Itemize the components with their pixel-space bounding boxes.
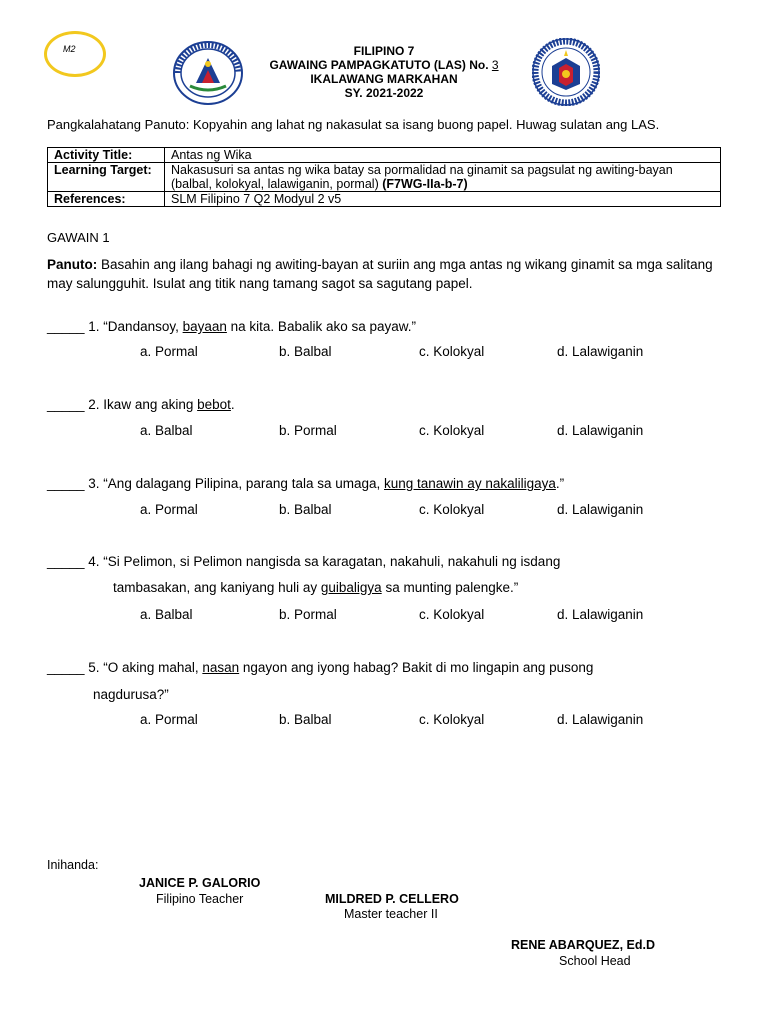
activity-title-label: Activity Title:: [48, 148, 165, 163]
panuto-text: Basahin ang ilang bahagi ng awiting-bayan at suriin ang mga antas ng wikang ginamit sa mga salitang may salungguhit. Isulat ang titik nang tamang sagot sa sagutang papel.: [47, 257, 713, 291]
signatory-name: RENE ABARQUEZ, Ed.D: [511, 938, 655, 952]
references-label: References:: [48, 192, 165, 207]
question-text: 1. “Dandansoy,: [84, 319, 183, 334]
question-text: .”: [555, 476, 565, 491]
answer-blank: _____: [47, 660, 85, 675]
question-text: .: [230, 397, 235, 412]
choice-a: a. Balbal: [140, 423, 193, 438]
panuto-paragraph: [47, 255, 727, 293]
choice-c: c. Kolokyal: [419, 423, 485, 438]
learning-target-cell: [165, 163, 721, 192]
learning-target-label: Learning Target:: [48, 163, 165, 192]
learning-target-code: (F7WG-IIa-b-7): [382, 177, 468, 191]
header-las-number: 3: [491, 58, 499, 72]
choice-a: a. Pormal: [140, 712, 198, 727]
underlined-word: bayaan: [182, 319, 227, 334]
choice-c: c. Kolokyal: [419, 502, 485, 517]
choice-d: d. Lalawiganin: [557, 502, 644, 517]
header-las-title: [0, 58, 768, 72]
choice-a: a. Pormal: [140, 344, 198, 359]
question-4: [47, 549, 727, 575]
signatory-role: Filipino Teacher: [156, 892, 244, 906]
table-row: [48, 192, 721, 207]
signatory-role: School Head: [559, 954, 631, 968]
choice-b: b. Balbal: [279, 712, 332, 727]
question-text: na kita. Babalik ako sa payaw.”: [226, 319, 417, 334]
choice-b: b. Pormal: [279, 607, 337, 622]
general-instruction: Pangkalahatang Panuto: Kopyahin ang lahat ng nakasulat sa isang buong papel. Huwag sulatan ang LAS.: [47, 117, 660, 132]
signatory-name: JANICE P. GALORIO: [139, 876, 261, 890]
question-1: [47, 314, 727, 340]
question-5: [47, 655, 727, 681]
choice-b: b. Balbal: [279, 344, 332, 359]
question-text: sa munting palengke.”: [381, 580, 519, 595]
answer-blank: _____: [47, 476, 85, 491]
header-quarter: IKALAWANG MARKAHAN: [310, 72, 458, 86]
answer-blank: _____: [47, 319, 85, 334]
header-las-prefix: GAWAING PAMPAGKATUTO (LAS) No.: [269, 58, 492, 72]
learning-target-value: Nakasusuri sa antas ng wika batay sa pormalidad na ginamit sa pagsulat ng awiting-bayan (balbal, kolokyal, lalawiganin, pormal): [171, 163, 673, 191]
choice-c: c. Kolokyal: [419, 712, 485, 727]
question-text: tambasakan, ang kaniyang huli ay: [113, 580, 321, 595]
signatory-role: Master teacher II: [344, 907, 438, 921]
choice-d: d. Lalawiganin: [557, 423, 644, 438]
question-text: 3. “Ang dalagang Pilipina, parang tala sa umaga,: [84, 476, 384, 491]
header-subject: FILIPINO 7: [353, 44, 415, 58]
panuto-label: Panuto:: [47, 257, 98, 272]
choice-d: d. Lalawiganin: [557, 607, 644, 622]
answer-blank: _____: [47, 554, 85, 569]
m2-mark-text: M2: [63, 44, 76, 54]
choice-a: a. Pormal: [140, 502, 198, 517]
question-text: 2. Ikaw ang aking: [84, 397, 198, 412]
table-row: [48, 163, 721, 192]
question-4-line-2: [113, 575, 713, 601]
signatory-name: MILDRED P. CELLERO: [325, 892, 459, 906]
choice-a: a. Balbal: [140, 607, 193, 622]
activity-info-table: [47, 147, 721, 207]
table-row: [48, 148, 721, 163]
underlined-word: kung tanawin ay nakaliligaya: [384, 476, 556, 491]
choice-d: d. Lalawiganin: [557, 344, 644, 359]
header-school-year: SY. 2021-2022: [344, 86, 424, 100]
underlined-word: nasan: [202, 660, 240, 675]
question-2: [47, 392, 727, 418]
activity-title-value: Antas ng Wika: [165, 148, 721, 163]
choice-b: b. Pormal: [279, 423, 337, 438]
references-value: SLM Filipino 7 Q2 Modyul 2 v5: [165, 192, 721, 207]
choice-c: c. Kolokyal: [419, 344, 485, 359]
question-3: [47, 471, 727, 497]
question-text: 4. “Si Pelimon, si Pelimon nangisda sa karagatan, nakahuli, nakahuli ng isdang: [84, 554, 561, 569]
question-text: ngayon ang iyong habag? Bakit di mo lingapin ang pusong: [239, 660, 594, 675]
choice-b: b. Balbal: [279, 502, 332, 517]
question-5-line-2: [93, 682, 693, 708]
gawain-title: GAWAIN 1: [47, 230, 110, 245]
answer-blank: _____: [47, 397, 85, 412]
underlined-word: guibaligya: [320, 580, 382, 595]
underlined-word: bebot: [197, 397, 231, 412]
question-text: nagdurusa?”: [93, 687, 169, 702]
choice-c: c. Kolokyal: [419, 607, 485, 622]
choice-d: d. Lalawiganin: [557, 712, 644, 727]
question-text: 5. “O aking mahal,: [84, 660, 203, 675]
prepared-by-label: Inihanda:: [47, 858, 99, 872]
